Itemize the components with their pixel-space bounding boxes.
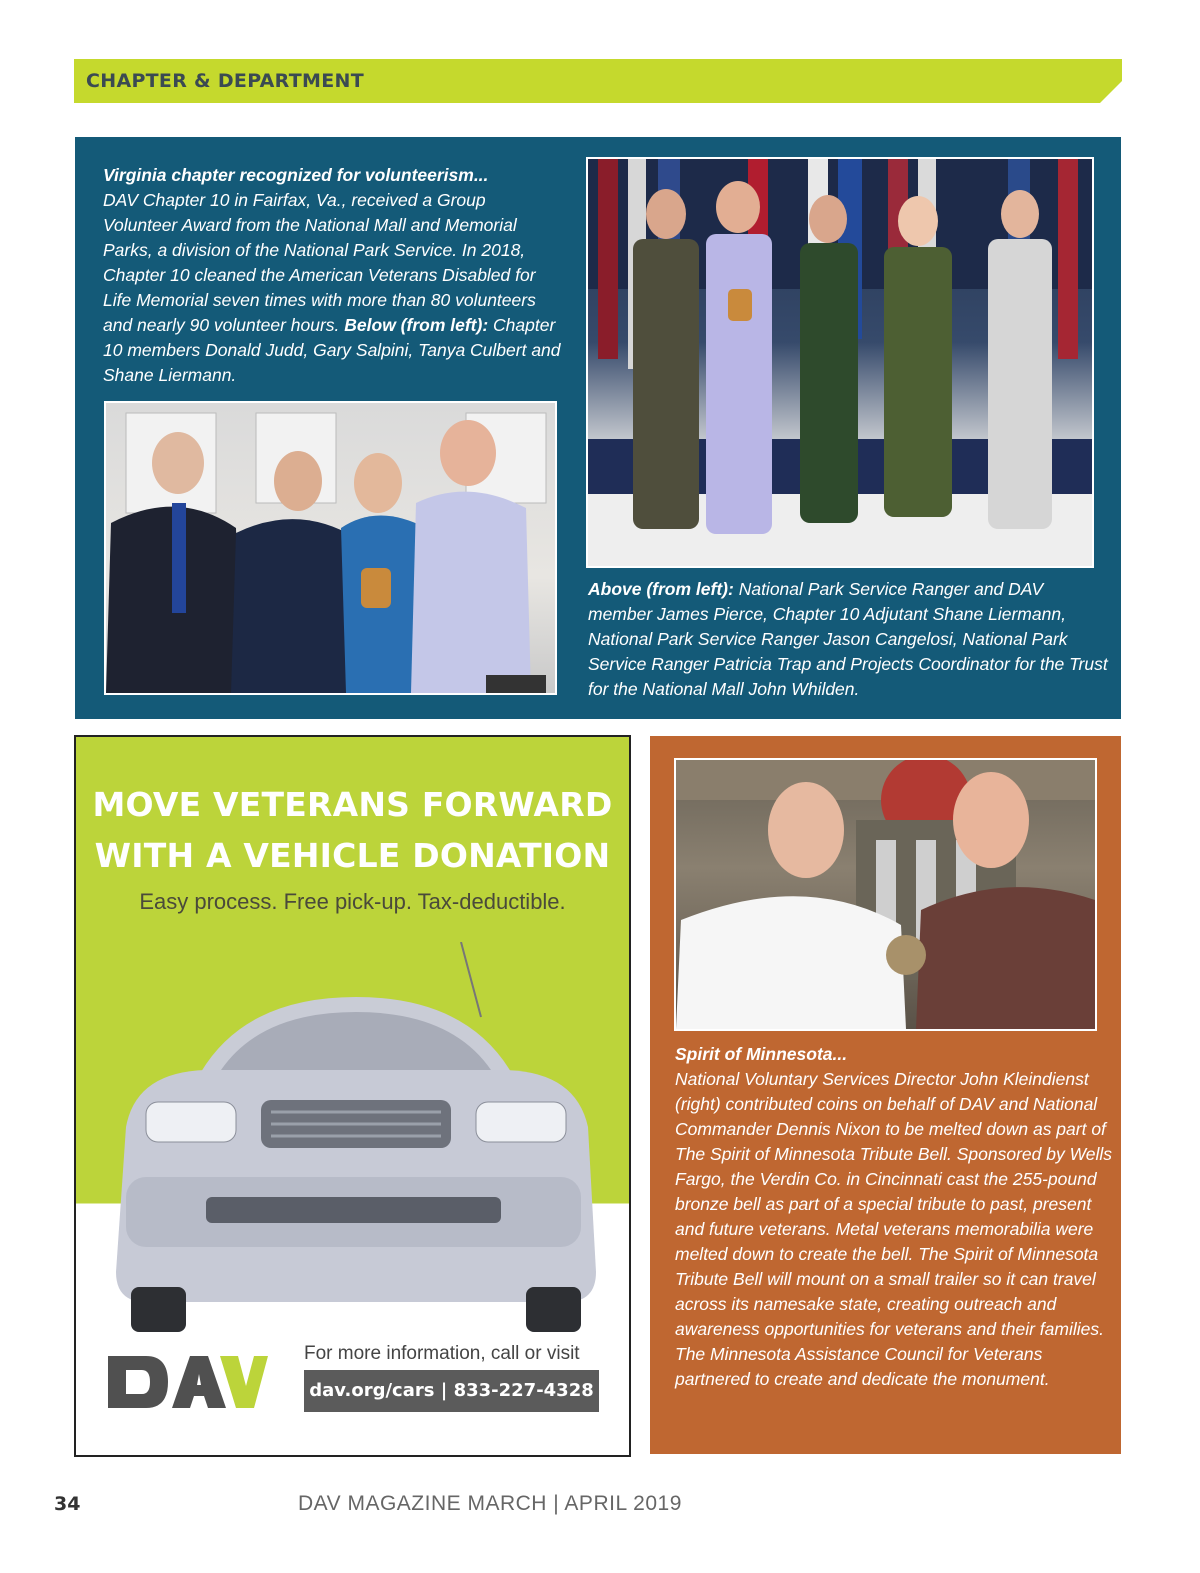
car-illustration xyxy=(96,942,611,1352)
ad-contact-link[interactable]: dav.org/cars | 833-227-4328 xyxy=(304,1370,599,1412)
ad-info-text: For more information, call or visit xyxy=(304,1343,580,1364)
section-label: CHAPTER & DEPARTMENT xyxy=(86,70,364,92)
minnesota-story xyxy=(675,1042,1115,1392)
below-label: Below (from left): xyxy=(344,315,489,335)
ad-headline-line2: WITH A VEHICLE DONATION xyxy=(94,836,611,875)
minnesota-heading: Spirit of Minnesota... xyxy=(675,1044,848,1064)
minnesota-feature xyxy=(650,736,1121,1454)
virginia-feature xyxy=(75,137,1121,719)
minnesota-body: National Voluntary Services Director John Kleindienst (right) contributed coins on behalf of DAV and National Commander Dennis Nixon to be melted down as part of The Spirit of Minnesota Tribute Bell. Sponsored by Wells Fargo, the Verdin Co. in Cincinnati cast the 255-pound bronze bell as part of a special tribute to past, present and future veterans. Metal veterans memorabilia were melted down to create the bell. The Spirit of Minnesota Tribute Bell will mount on a small trailer so it can travel across its namesake state, creating outreach and awareness opportunities for veterans and their families. The Minnesota Assistance Council for Veterans partnered to create and dedicate the monument. xyxy=(675,1069,1113,1389)
vehicle-donation-ad[interactable] xyxy=(74,735,631,1457)
above-caption: National Park Service Ranger and DAV member James Pierce, Chapter 10 Adjutant Shane Liermann, National Park Service Ranger Jason Cangelosi, National Park Service Ranger Patricia Trap and Projects Coordinator for the Trust for the National Mall John Whilden. xyxy=(588,579,1108,699)
section-banner xyxy=(74,59,1122,103)
virginia-story xyxy=(103,163,563,388)
publication-footer: DAV MAGAZINE MARCH | APRIL 2019 xyxy=(298,1492,682,1515)
virginia-heading: Virginia chapter recognized for volunteerism... xyxy=(103,165,489,185)
page-number: 34 xyxy=(54,1493,81,1515)
virginia-body: DAV Chapter 10 in Fairfax, Va., received a Group Volunteer Award from the National Mall and Memorial Parks, a division of the National Park Service. In 2018, Chapter 10 cleaned the American Veterans Disabled for Life Memorial seven times with more than 80 volunteers and nearly 90 volunteer hours. xyxy=(103,190,536,335)
bell-coins-photo xyxy=(674,758,1097,1031)
above-caption-block xyxy=(588,577,1108,702)
award-presentation-photo xyxy=(586,157,1094,568)
dav-logo xyxy=(108,1352,268,1412)
ad-headline-line1: MOVE VETERANS FORWARD xyxy=(92,785,613,824)
chapter-members-photo xyxy=(104,401,557,695)
below-caption: Chapter 10 members Donald Judd, Gary Salpini, Tanya Culbert and Shane Liermann. xyxy=(103,315,561,385)
above-label: Above (from left): xyxy=(588,579,734,599)
ad-subhead: Easy process. Free pick-up. Tax-deductible. xyxy=(139,889,566,914)
